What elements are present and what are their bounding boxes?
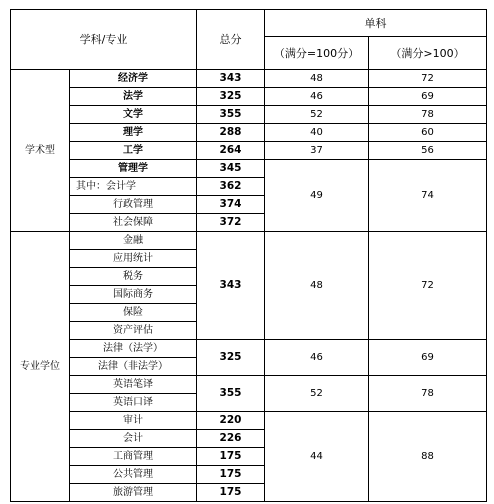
score-100: 52 [265,376,369,412]
total-score: 355 [197,376,265,412]
score-gt100: 69 [369,340,487,376]
score-gt100: 60 [369,124,487,142]
major-name: 社会保障 [70,214,197,232]
major-name: 资产评估 [70,322,197,340]
total-score: 325 [197,88,265,106]
major-name: 英语口译 [70,394,197,412]
category-professional: 专业学位 [11,232,70,502]
total-score: 288 [197,124,265,142]
major-name: 法律（法学） [70,340,197,358]
score-100: 44 [265,412,369,502]
major-name: 国际商务 [70,286,197,304]
score-gt100: 74 [369,160,487,232]
header-full-gt100: （满分>100） [369,37,487,70]
major-name: 金融 [70,232,197,250]
major-name: 理学 [70,124,197,142]
total-score: 264 [197,142,265,160]
major-name: 旅游管理 [70,484,197,502]
total-score: 325 [197,340,265,376]
score-gt100: 78 [369,106,487,124]
category-academic: 学术型 [11,70,70,232]
header-single: 单科 [265,10,487,37]
score-gt100: 78 [369,376,487,412]
total-score: 175 [197,484,265,502]
header-full-100: （满分=100分） [265,37,369,70]
score-100: 46 [265,340,369,376]
major-name: 法律（非法学） [70,358,197,376]
score-100: 46 [265,88,369,106]
major-name: 经济学 [70,70,197,88]
total-score: 175 [197,448,265,466]
major-name: 公共管理 [70,466,197,484]
total-score: 220 [197,412,265,430]
score-100: 52 [265,106,369,124]
total-score: 372 [197,214,265,232]
score-100: 49 [265,160,369,232]
score-100: 48 [265,232,369,340]
major-name: 行政管理 [70,196,197,214]
total-score: 175 [197,466,265,484]
total-score: 226 [197,430,265,448]
score-gt100: 56 [369,142,487,160]
major-name: 工商管理 [70,448,197,466]
header-total: 总分 [197,10,265,70]
total-score: 343 [197,70,265,88]
major-name: 审计 [70,412,197,430]
score-table-container [10,9,487,502]
score-100: 40 [265,124,369,142]
score-gt100: 72 [369,232,487,340]
score-gt100: 88 [369,412,487,502]
major-name: 英语笔译 [70,376,197,394]
major-name: 工学 [70,142,197,160]
major-name: 其中：会计学 [70,178,197,196]
score-100: 48 [265,70,369,88]
major-name: 会计 [70,430,197,448]
total-score: 374 [197,196,265,214]
major-name: 文学 [70,106,197,124]
major-name: 保险 [70,304,197,322]
score-gt100: 72 [369,70,487,88]
total-score: 343 [197,232,265,340]
major-name: 税务 [70,268,197,286]
score-100: 37 [265,142,369,160]
header-subject-major: 学科/专业 [11,10,197,70]
score-gt100: 69 [369,88,487,106]
total-score: 355 [197,106,265,124]
total-score: 362 [197,178,265,196]
major-name: 管理学 [70,160,197,178]
major-name: 法学 [70,88,197,106]
major-name: 应用统计 [70,250,197,268]
score-table [10,9,487,502]
total-score: 345 [197,160,265,178]
